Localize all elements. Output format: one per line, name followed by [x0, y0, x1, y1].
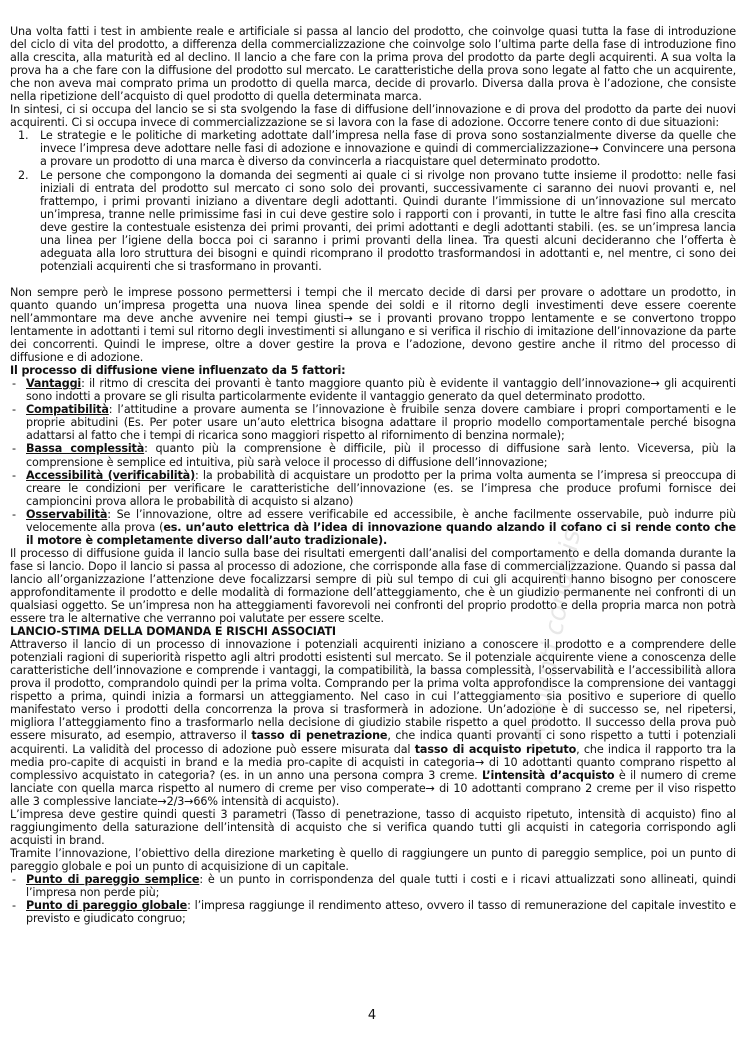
list-item: [10, 873, 736, 899]
list-text: Le strategie e le politiche di marketing adottate dall’impresa nella fase di prova sono sostanzialmente diverse da quelle che invece l’impresa deve adottare nelle fasi di adozione e innovazione e quindi di commercializzazione→ Convincere una persona a provare un prodotto di una marca è diverso da convincerla a riacquistare quel determinato prodotto.: [40, 129, 736, 169]
list-text: Le persone che compongono la domanda dei segmenti ai quale ci si rivolge non provano tutte insieme il prodotto: nelle fasi iniziali di entrata del prodotto sul mercato ci sono solo dei provanti, successivamente ci saranno dei nuovi provanti e, nel frattempo, i primi provanti iniziano a diventare degli adottanti. Quindi durante l’immissione di un’innovazione sul mercato un’impresa, tranne nelle primissime fasi in cui deve gestire solo i rapporti con i provanti, in tutte le altre fasi fino alla crescita deve gestire la contestuale esistenza dei primi provanti, dei primi adottanti e degli adottanti stabili. (es. se un’impresa lancia una linea per l’igiene della bocca poi ci saranno i primi provanti della linea. Tra questi alcuni decideranno che l’offerta è adeguata alla loro struttura dei bisogni e quindi ricomprano il prodotto trasformandosi in adottanti e, nel mentre, ci sono dei potenziali acquirenti che si trasformano in provanti.: [40, 168, 736, 273]
list-number: 2.: [18, 168, 29, 182]
factor-text: : la probabilità di acquistare un prodotto per la prima volta aumenta se l’impresa si preoccupa di creare le condizioni per verificare le caratteristiche dell’innovazione (es. se l’impresa che produce profumi fornisce dei campioncini prova allora le probabilità di acquisto si alzano): [26, 468, 737, 508]
term-intensity: L’intensità d’acquisto: [481, 768, 615, 782]
breakeven-term: Punto di pareggio globale: [26, 899, 188, 913]
factor-term: Osservabilità: [26, 507, 108, 521]
paragraph-adoption: Attraverso il lancio di un processo di innovazione i potenziali acquirenti iniziano a conoscere il prodotto e a comprendere delle potenziali ragioni di superiorità rispetto agli altri prodotti esistenti sul mercato. Se il potenziale acquirente viene a conoscenza delle caratteristiche dell’innovazione e comprende i vantaggi, la compatibilità, la bassa complessità, l’osservabilità e l’accessibilità allora prova il prodotto, comprandolo quindi per la prima volta. Comprando per la prima volta approfondisce la comprensione dei vantaggi rispetto a prima, quindi inizia a formarsi un atteggiamento. Nel caso in cui l’atteggiamento sia positivo e superiore di quello manifestato verso i prodotti della concorrenza la prova si trasformerà in adozione. Un’adozione è di successo se, nel ripetersi, migliora l’atteggiamento fino a trasformarlo nella decisione di giudizio stabile rispetto a quel prodotto. Il successo della prova può essere misurato, ad esempio, attraverso il tasso di penetrazione, che indica quanti provanti ci sono rispetto a tutti i potenziali acquirenti. La validità del processo di adozione può essere misurata dal tasso di acquisto ripetuto, che indica il rapporto tra la media pro-capite di acquisti in brand e la media pro-capite di acquisti in categoria→ di 10 adottanti quanto comprano rispetto al complessivo acquistato in categoria? (es. in un anno una persona compra 3 creme. L’intensità d’acquisto è il numero di creme lanciate con quella marca rispetto al numero di creme per viso comperate→ di 10 adottanti comprano 2 creme per il viso rispetto alle 3 complessive lanciate→2/3→66% intensità di acquisto).: [10, 638, 737, 808]
list-item: [10, 899, 736, 925]
factor-text: : Se l’innovazione, oltre ad essere verificabile ed accessibile, è anche facilmente osservabile, può indurre più velocemente alla prova (: [26, 507, 736, 534]
paragraph-breakeven: Tramite l’innovazione, l’obiettivo della direzione marketing è quello di raggiungere un punto di pareggio semplice, poi un punto di pareggio globale e poi un punto di acquisizione di un capitale.: [10, 846, 736, 873]
paragraph-timing: Non sempre però le imprese possono permettersi i tempi che il mercato decide di darsi per provare o adottare un prodotto, in quanto quando un’impresa progetta una nuova linea spende dei soldi e il ritorno degli investimenti deve essere coerente nell’ammontare ma deve anche avvenire nei tempi giusti→ se i provanti provano troppo lentamente e se convertono troppo lentamente in adottanti i temi sul ritorno degli investimenti si allungano e si verifica il rischio di imitazione dell’innovazione da parte dei concorrenti. Quindi le imprese, oltre a dover gestire la prova e l’adozione, devono gestire anche il ritmo del processo di diffusione e di adozione.: [10, 285, 736, 365]
list-item: [10, 469, 736, 508]
factors-heading: Il processo di diffusione viene influenzato da 5 fattori:: [10, 364, 346, 378]
breakeven-list: [10, 873, 736, 925]
factor-term: Accessibilità (verificabilità): [26, 468, 196, 482]
list-item: [10, 377, 736, 403]
term-repeat-purchase: tasso di acquisto ripetuto: [414, 742, 577, 756]
factor-term: Bassa complessità: [26, 442, 145, 456]
factor-term: Vantaggi: [26, 377, 82, 391]
watermark: Appunti condivisi: [520, 520, 589, 746]
factor-text: : quanto più la comprensione è difficile, più il processo di diffusione sarà lento. Viceversa, più la comprensione è semplice ed intuitiva, più sarà veloce il processo di diffusione dell’innovazione;: [26, 442, 736, 469]
factor-term: Compatibilità: [26, 403, 109, 417]
list-number: 1.: [18, 129, 29, 143]
list-item: [10, 129, 736, 168]
list-item: [10, 169, 736, 273]
term-penetration: tasso di penetrazione: [251, 729, 388, 743]
section-heading: LANCIO-STIMA DELLA DOMANDA E RISCHI ASSOCIATI: [10, 625, 336, 639]
breakeven-text: : è un punto in corrispondenza del quale tutti i costi e i ricavi attualizzati sono allineati, quindi l’impresa non perde più;: [26, 873, 736, 900]
list-item: [10, 442, 736, 468]
breakeven-term: Punto di pareggio semplice: [26, 873, 200, 886]
paragraph-diffusion: Il processo di diffusione guida il lancio sulla base dei risultati emergenti dall’analisi del comportamento e della domanda durante la fase si lancio. Dopo il lancio si passa al processo di adozione, che corrisponde alla fase di commercializzazione. Quando si passa dal lancio all’organizzazione l’attenzione deve focalizzarsi sempre di più sul tempo di cui gli acquirenti hanno bisogno per conoscere approfonditamente il prodotto e delle modalità di formazione dell’atteggiamento, che è un giudizio permanente nei confronti di un qualsiasi oggetto. Se un’impresa non ha atteggiamenti favorevoli nei confronti del proprio prodotto e della propria marca non potrà essere tra le alternative che verranno poi valutate per essere scelte.: [10, 546, 736, 626]
factors-list: [10, 377, 736, 547]
paragraph-parameters: L’impresa deve gestire quindi questi 3 parametri (Tasso di penetrazione, tasso di acquisto ripetuto, intensità di acquisto) fino al raggiungimento della saturazione dell’intensità di acquisto che si verifica quando tutti gli acquisti in categoria corrispondo agli acquisti in brand.: [10, 807, 736, 847]
list-item: [10, 403, 736, 442]
factor-text: : il ritmo di crescita dei provanti è tanto maggiore quanto più è evidente il vantaggio dell’innovazione→ gli acquirenti sono indotti a provare se gli risulta particolarmente evidente il vantaggio generato da quel determinato prodotto.: [26, 377, 736, 404]
list-item: [10, 508, 736, 547]
paragraph-summary: In sintesi, ci si occupa del lancio se si sta svolgendo la fase di diffusione dell’innovazione e di prova del prodotto da parte dei nuovi acquirenti. Ci si occupa invece di commercializzazione se si lavora con la fase di adozione. Occorre tenere conto di due situazioni:: [10, 103, 736, 130]
breakeven-text: : l’impresa raggiunge il rendimento atteso, ovvero il tasso di remunerazione del capitale investito e previsto e giudicato congruo;: [26, 899, 736, 926]
page-number: 4: [367, 1008, 377, 1023]
document-body: [10, 25, 736, 925]
factor-text: : l’attitudine a provare aumenta se l’innovazione è fruibile senza dovere cambiare i propri comportamenti e le proprie abitudini (Es. Per poter usare un’auto elettrica bisogna adattare il proprio modello comportamentale perché bisogna adattarsi al fatto che i tempi di ricarica sono maggiori rispetto al rifornimento di benzina normale);: [26, 403, 736, 443]
situations-list: [10, 129, 736, 273]
paragraph-intro: Una volta fatti i test in ambiente reale e artificiale si passa al lancio del prodotto, che coinvolge quasi tutta la fase di introduzione del ciclo di vita del prodotto, a differenza della commercializzazione che coinvolge solo l’ultima parte della fase di introduzione fino alla crescita, alla maturità ed al declino. Il lancio a che fare con la prima prova del prodotto da parte degli acquirenti. A sua volta la prova ha a che fare con la diffusione del prodotto sul mercato. Le caratteristiche della prova sono legate al fatto che un acquirente, che non aveva mai comprato prima un prodotto di quella marca, decide di provarlo. Diversa dalla prova è l’adozione, che consiste nella ripetizione dell’acquisto di quel prodotto di quella determinata marca.: [10, 25, 736, 104]
factor-example: es. un’auto elettrica dà l’idea di innovazione quando alzando il cofano ci si rende conto che il motore è completamente diverso dall’auto tradizionale).: [26, 520, 736, 547]
